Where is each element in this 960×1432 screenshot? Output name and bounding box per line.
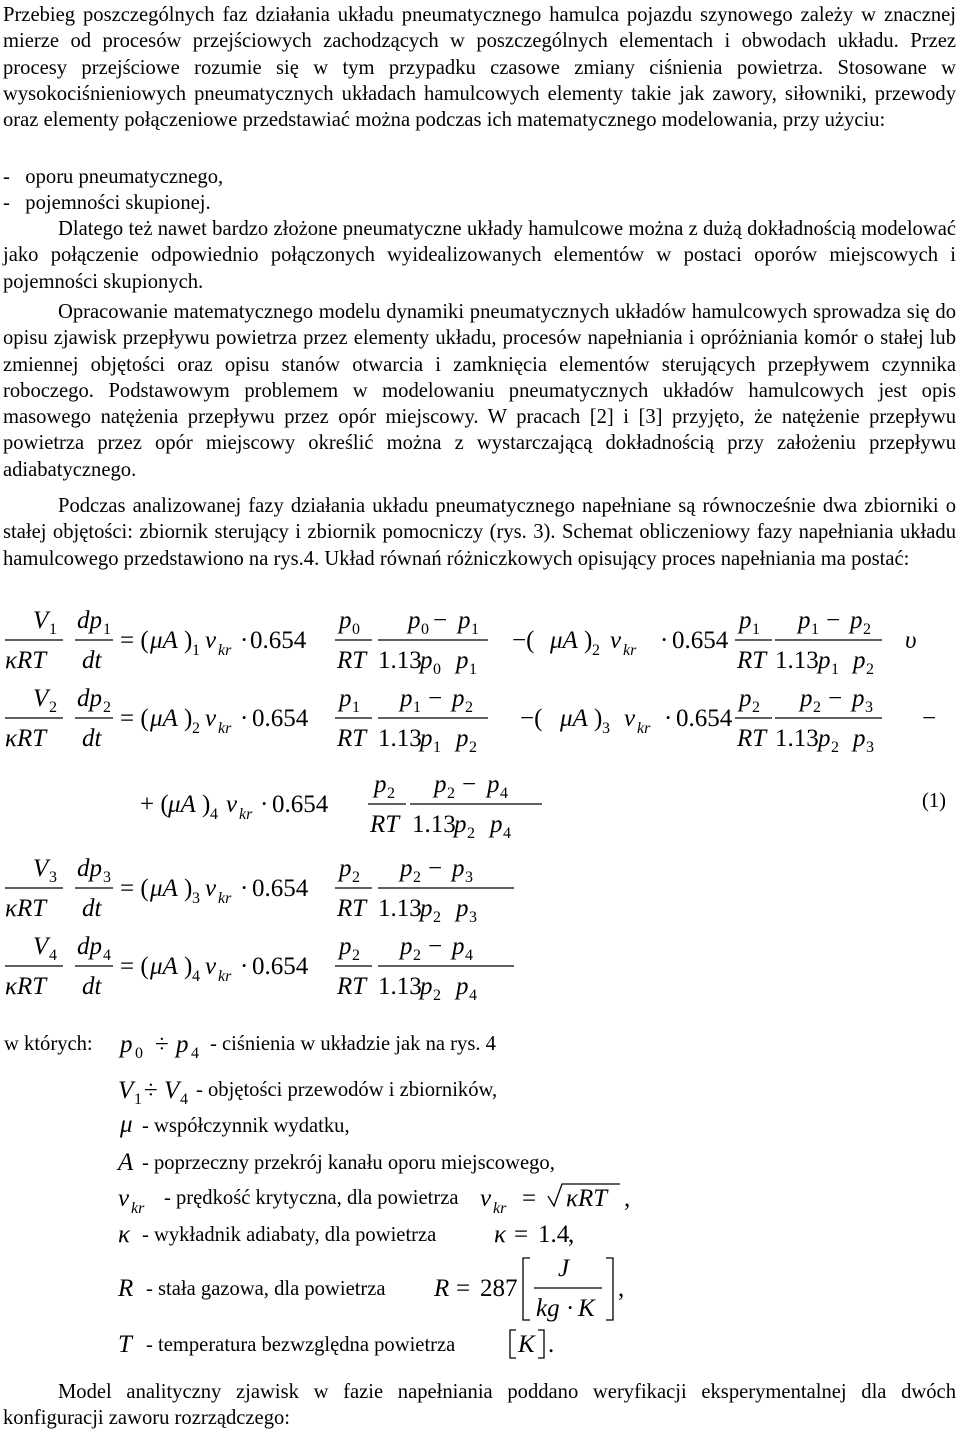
svg-text:3: 3 (192, 890, 200, 907)
svg-text:μA: μA (150, 627, 178, 654)
svg-text:μA: μA (560, 705, 588, 732)
svg-text:): ) (202, 791, 211, 818)
svg-text:4: 4 (503, 825, 511, 842)
definitions-intro: w których: (4, 1033, 93, 1055)
svg-text:μA: μA (168, 791, 196, 818)
svg-text:p: p (853, 725, 866, 752)
svg-text:p: p (176, 1031, 189, 1058)
svg-text:kr: kr (218, 720, 232, 737)
svg-text:p: p (374, 771, 387, 798)
svg-text:μA: μA (550, 627, 578, 654)
svg-text:−: − (462, 771, 477, 798)
svg-text:0: 0 (352, 621, 360, 638)
svg-text:kr: kr (218, 642, 232, 659)
svg-text:V: V (33, 855, 49, 882)
svg-text:κRT: κRT (5, 647, 47, 674)
svg-text:,: , (624, 1185, 631, 1212)
list-item: - oporu pneumatycznego, (3, 166, 224, 188)
svg-text:2: 2 (447, 785, 455, 802)
svg-text:p: p (339, 685, 352, 712)
svg-text:3: 3 (469, 909, 477, 926)
svg-text:p: p (456, 647, 469, 674)
svg-text:K: K (518, 1331, 535, 1358)
svg-text:J: J (558, 1255, 570, 1282)
svg-text:RT: RT (337, 973, 367, 1000)
svg-text:ν: ν (118, 1185, 130, 1212)
svg-text:·: · (260, 791, 269, 818)
svg-text:= (: = ( (120, 953, 149, 980)
svg-text:·: · (240, 705, 249, 732)
svg-text:): ) (184, 705, 193, 732)
svg-text:p: p (452, 685, 465, 712)
svg-text:RT: RT (737, 647, 767, 674)
svg-text:= (: = ( (120, 627, 149, 654)
svg-text:ν: ν (624, 705, 636, 732)
svg-text:,: , (618, 1275, 625, 1302)
svg-text:287: 287 (480, 1275, 518, 1302)
svg-text:p: p (818, 647, 831, 674)
svg-text:1.4: 1.4 (538, 1221, 570, 1248)
svg-text:υ: υ (905, 627, 917, 654)
def-mu: - współczynnik wydatku, (142, 1115, 350, 1137)
svg-text:μ: μ (120, 1111, 133, 1138)
svg-text:1: 1 (469, 661, 477, 678)
svg-text:ν: ν (226, 791, 238, 818)
svg-text:3: 3 (465, 869, 473, 886)
svg-text:2: 2 (352, 947, 360, 964)
svg-text:μA: μA (150, 875, 178, 902)
svg-text:RT: RT (337, 895, 367, 922)
svg-text:V: V (164, 1077, 180, 1104)
svg-text:p: p (456, 725, 469, 752)
list-item: - pojemności skupionej. (3, 192, 211, 215)
svg-text:1.13: 1.13 (378, 725, 422, 752)
svg-text:0.654: 0.654 (250, 627, 307, 654)
svg-text:p: p (853, 647, 866, 674)
svg-text:4: 4 (180, 1091, 188, 1108)
svg-text:2: 2 (592, 642, 600, 659)
svg-text:ν: ν (205, 875, 217, 902)
svg-text:2: 2 (863, 621, 871, 638)
paragraph-verification: Model analityczny zjawisk w fazie napełniania poddano weryfikacji eksperymentalnej dla dwóch konfiguracji zaworu rozrządczego: (3, 1381, 956, 1430)
svg-text:p: p (800, 685, 813, 712)
svg-text:·: · (240, 953, 249, 980)
svg-text:RT: RT (337, 725, 367, 752)
svg-text:p: p (400, 855, 413, 882)
svg-text:1: 1 (811, 621, 819, 638)
svg-text:1.13: 1.13 (775, 647, 819, 674)
svg-text:2: 2 (465, 699, 473, 716)
svg-text:dt: dt (82, 895, 102, 922)
svg-text:1: 1 (433, 739, 441, 756)
svg-text:): ) (184, 627, 193, 654)
svg-text:4: 4 (192, 968, 200, 985)
svg-text:kr: kr (131, 1200, 145, 1217)
svg-text:4: 4 (500, 785, 508, 802)
equation-number: (1) (922, 790, 947, 812)
paragraph-intro: Przebieg poszczególnych faz działania układu pneumatycznego hamulca pojazdu szynowego zależy w znacznej mierze od procesów przejściowych zachodzących w poszczególnych elementach i obwodach układu. Przez procesy przejściowe rozumie się w tym przypadku czasowe zmiany ciśnienia powietrza. Stosowane w wysokociśnieniowych pneumatycznych układach hamulcowych elementy takie jak zawory, siłowniki, przewody oraz elementy połączeniowe przedstawiać można podczas ich matematycznego modelowania, przy użyciu: (3, 4, 956, 132)
def-kappa: - wykładnik adiabaty, dla powietrza (142, 1224, 437, 1246)
svg-text:2: 2 (413, 947, 421, 964)
def-temperature: - temperatura bezwzględna powietrza (146, 1334, 456, 1356)
svg-text:1.13: 1.13 (775, 725, 819, 752)
svg-text:3: 3 (866, 739, 874, 756)
def-volumes: - objętości przewodów i zbiorników, (196, 1079, 498, 1101)
svg-text:μA: μA (150, 705, 178, 732)
bullet-list (3, 164, 223, 217)
svg-text:p: p (458, 607, 471, 634)
svg-text:0.654: 0.654 (672, 627, 729, 654)
svg-text:4: 4 (465, 947, 473, 964)
svg-text:.: . (548, 1331, 555, 1358)
svg-text:ν: ν (205, 953, 217, 980)
svg-text:dp: dp (77, 685, 102, 712)
svg-text:ν: ν (480, 1185, 492, 1212)
svg-text:1: 1 (192, 642, 200, 659)
svg-text:,: , (568, 1221, 575, 1248)
svg-text:0: 0 (421, 621, 429, 638)
svg-text:p: p (454, 811, 467, 838)
svg-text:·: · (240, 627, 249, 654)
document-page (3, 0, 956, 1432)
svg-text:·: · (240, 875, 249, 902)
svg-text:p: p (490, 811, 503, 838)
svg-text:0: 0 (433, 661, 441, 678)
svg-text:p: p (452, 933, 465, 960)
def-pressures: - ciśnienia w układzie jak na rys. 4 (210, 1033, 496, 1055)
svg-text:p: p (120, 1031, 133, 1058)
svg-text:ν: ν (205, 705, 217, 732)
svg-text:p: p (400, 933, 413, 960)
paragraph-filling: Podczas analizowanej fazy działania układu pneumatycznego napełniane są równocześnie dwa zbiorniki o stałej objętości: zbiornik sterujący i zbiornik pomocniczy (rys. 3). Schemat obliczeniowy fazy napełniania układu hamulcowego przedstawiono na rys.4. Układ równań różniczkowych opisujący proces napełniania ma postać: (3, 495, 956, 570)
paragraph-modeling: Dlatego też nawet bardzo złożone pneumatyczne układy hamulcowe można z dużą dokładnością modelować jako połączenie odpowiednio połączonych wyidealizowanych elementów w postaci oporów miejscowych i pojemności skupionych. (3, 218, 956, 293)
def-gas-constant: - stała gazowa, dla powietrza (146, 1278, 386, 1300)
svg-text:2: 2 (433, 987, 441, 1004)
svg-text:κRT: κRT (5, 973, 47, 1000)
svg-text:A: A (118, 1149, 134, 1176)
svg-text:K: K (578, 1295, 595, 1322)
svg-text:p: p (339, 933, 352, 960)
svg-text:p: p (456, 973, 469, 1000)
svg-text:ν: ν (610, 627, 622, 654)
svg-text:V: V (33, 933, 49, 960)
svg-text:p: p (487, 771, 500, 798)
svg-text:÷: ÷ (155, 1031, 169, 1058)
svg-text:1: 1 (352, 699, 360, 716)
def-area: - poprzeczny przekrój kanału oporu miejscowego, (142, 1152, 555, 1174)
svg-text:= (: = ( (120, 875, 149, 902)
svg-text:p: p (739, 607, 752, 634)
svg-text:κ: κ (118, 1221, 130, 1248)
svg-text:): ) (184, 875, 193, 902)
svg-text:): ) (184, 953, 193, 980)
svg-text:1: 1 (471, 621, 479, 638)
svg-text:1: 1 (134, 1091, 142, 1108)
svg-text:=: = (522, 1185, 537, 1212)
svg-text:3: 3 (103, 869, 111, 886)
svg-text:RT: RT (370, 811, 400, 838)
svg-text:−: − (428, 855, 443, 882)
svg-text:+ (: + ( (140, 791, 169, 818)
svg-text:1: 1 (831, 661, 839, 678)
svg-text:4: 4 (49, 947, 57, 964)
svg-text:−: − (428, 685, 443, 712)
svg-text:p: p (739, 685, 752, 712)
svg-text:2: 2 (467, 825, 475, 842)
svg-text:2: 2 (49, 699, 57, 716)
svg-text:0.654: 0.654 (676, 705, 733, 732)
svg-text:dp: dp (77, 933, 102, 960)
svg-text:V: V (33, 607, 49, 634)
svg-text:2: 2 (192, 720, 200, 737)
svg-text:p: p (456, 895, 469, 922)
svg-text:0.654: 0.654 (252, 953, 309, 980)
svg-text:p: p (452, 855, 465, 882)
svg-text:2: 2 (866, 661, 874, 678)
paragraph-method: Opracowanie matematycznego modelu dynamiki pneumatycznych układów hamulcowych sprowadza się do opisu zjawisk przepływu powietrza przez elementy układu, procesów napełniania i opróżniania komór o stałej lub zmiennej objętości oraz opisu stanów otwarcia i zamknięcia elementów sterujących przepływem czynnika roboczego. Podstawowym problemem w modelowaniu pneumatycznych układów hamulcowych jest opis masowego natężenia przepływu przez opór miejscowy. W pracach [2] i [3] przyjęto, że natężenie przepływu powietrza przez opór miejscowy określić można z wystarczającą dokładnością przy założeniu przepływu adiabatycznego. (3, 301, 956, 481)
svg-text:1.13: 1.13 (412, 811, 456, 838)
svg-text:÷: ÷ (144, 1077, 158, 1104)
svg-text:2: 2 (831, 739, 839, 756)
svg-text:p: p (408, 607, 421, 634)
svg-text:T: T (118, 1331, 132, 1358)
svg-text:p: p (434, 771, 447, 798)
svg-text:3: 3 (865, 699, 873, 716)
svg-text:4: 4 (469, 987, 477, 1004)
svg-text:p: p (420, 895, 433, 922)
svg-text:−: − (826, 607, 841, 634)
svg-text:μA: μA (150, 953, 178, 980)
svg-text:kr: kr (637, 720, 651, 737)
svg-text:2: 2 (433, 909, 441, 926)
svg-text:0.654: 0.654 (252, 875, 309, 902)
svg-text:p: p (798, 607, 811, 634)
svg-text:−(: −( (512, 627, 535, 654)
svg-text:1: 1 (752, 621, 760, 638)
svg-text:1: 1 (413, 699, 421, 716)
svg-text:kr: kr (239, 806, 253, 823)
svg-text:·: · (566, 1295, 575, 1322)
svg-text:kr: kr (218, 890, 232, 907)
svg-text:κRT: κRT (5, 895, 47, 922)
svg-text:RT: RT (737, 725, 767, 752)
svg-text:RT: RT (337, 647, 367, 674)
svg-text:3: 3 (602, 720, 610, 737)
svg-text:p: p (852, 685, 865, 712)
svg-text:dp: dp (77, 607, 102, 634)
svg-text:2: 2 (752, 699, 760, 716)
svg-text:=: = (456, 1275, 471, 1302)
svg-text:0: 0 (135, 1045, 143, 1062)
svg-text:−: − (433, 607, 448, 634)
svg-text:2: 2 (103, 699, 111, 716)
svg-text:1.13: 1.13 (378, 973, 422, 1000)
svg-text:κRT: κRT (566, 1185, 608, 1212)
svg-text:dt: dt (82, 725, 102, 752)
svg-text:2: 2 (352, 869, 360, 886)
svg-text:dt: dt (82, 647, 102, 674)
svg-text:κ: κ (494, 1221, 506, 1248)
svg-text:ν: ν (205, 627, 217, 654)
svg-text:p: p (339, 607, 352, 634)
svg-text:kg: kg (536, 1295, 560, 1322)
svg-text:p: p (420, 725, 433, 752)
svg-text:−: − (428, 933, 443, 960)
svg-text:2: 2 (387, 785, 395, 802)
svg-text:2: 2 (813, 699, 821, 716)
svg-text:4: 4 (191, 1045, 199, 1062)
svg-text:2: 2 (469, 739, 477, 756)
svg-text:1.13: 1.13 (378, 647, 422, 674)
svg-text:): ) (584, 627, 593, 654)
svg-text:p: p (420, 973, 433, 1000)
svg-text:): ) (594, 705, 603, 732)
svg-text:·: · (664, 705, 673, 732)
svg-text:=: = (514, 1221, 529, 1248)
svg-text:R: R (434, 1275, 450, 1302)
svg-text:p: p (818, 725, 831, 752)
def-velocity: - prędkość krytyczna, dla powietrza (164, 1187, 459, 1209)
svg-text:1: 1 (49, 621, 57, 638)
svg-text:= (: = ( (120, 705, 149, 732)
svg-text:2: 2 (413, 869, 421, 886)
svg-text:−: − (828, 685, 843, 712)
svg-text:−(: −( (520, 705, 543, 732)
svg-text:kr: kr (218, 968, 232, 985)
svg-text:V: V (118, 1077, 134, 1104)
svg-text:R: R (118, 1275, 134, 1302)
svg-text:p: p (420, 647, 433, 674)
svg-text:p: p (400, 685, 413, 712)
svg-text:1.13: 1.13 (378, 895, 422, 922)
svg-text:1: 1 (103, 621, 111, 638)
svg-text:dt: dt (82, 973, 102, 1000)
svg-text:4: 4 (103, 947, 111, 964)
svg-text:0.654: 0.654 (252, 705, 309, 732)
svg-text:4: 4 (210, 806, 218, 823)
svg-text:−: − (922, 705, 937, 732)
svg-text:V: V (33, 685, 49, 712)
svg-text:0.654: 0.654 (272, 791, 329, 818)
svg-text:p: p (850, 607, 863, 634)
svg-text:·: · (660, 627, 669, 654)
svg-text:kr: kr (493, 1200, 507, 1217)
svg-text:kr: kr (623, 642, 637, 659)
svg-text:κRT: κRT (5, 725, 47, 752)
svg-text:dp: dp (77, 855, 102, 882)
svg-text:3: 3 (49, 869, 57, 886)
svg-text:p: p (339, 855, 352, 882)
